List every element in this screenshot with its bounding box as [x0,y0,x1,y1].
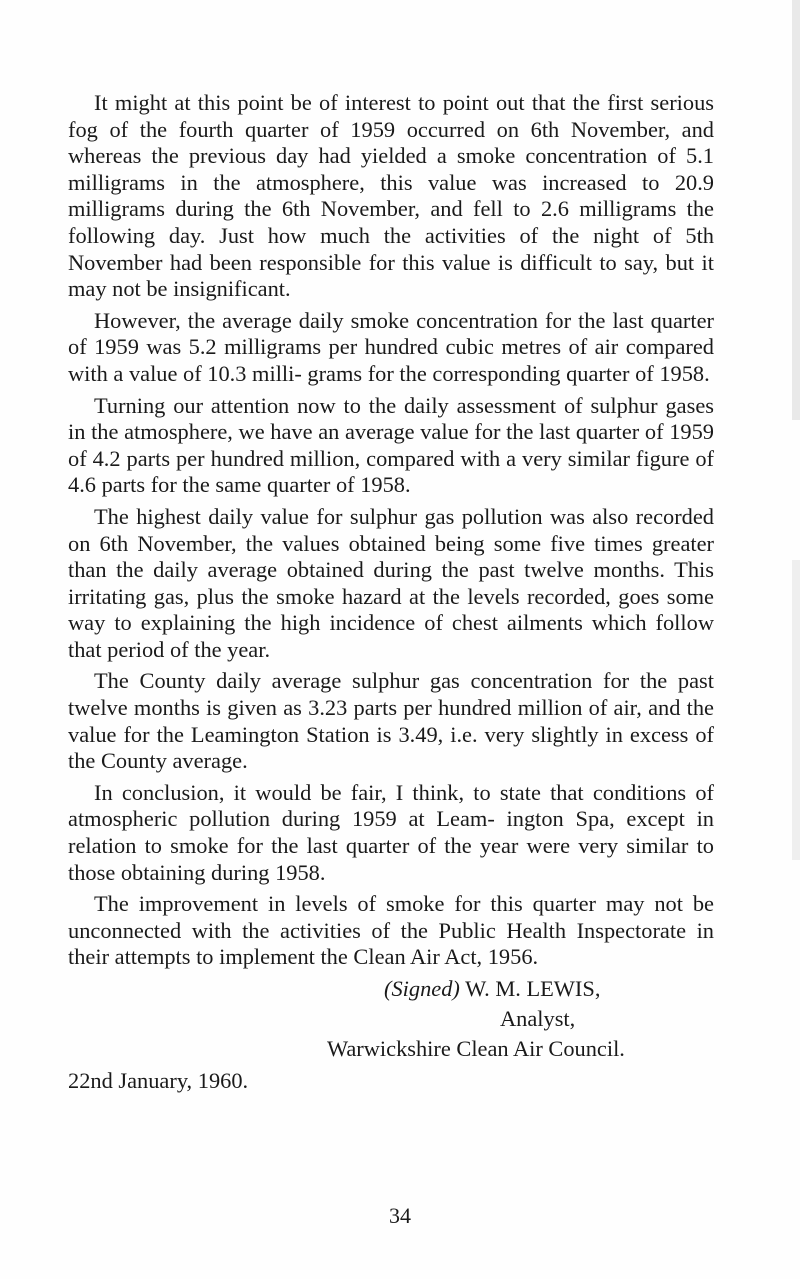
signature-block [68,976,714,1116]
paragraph-county-average: The County daily average sulphur gas concentration for the past twelve months is given as 3.23 parts per hundred million of air, and the value for the Leamington Station is 3.49, i.e. very slightly in excess of the County average. [68,668,714,774]
signatory-organisation: Warwickshire Clean Air Council. [327,1036,625,1061]
signatory-name: W. M. LEWIS, [465,976,601,1001]
scan-edge-shadow [792,0,800,420]
signatory-line [384,976,600,1003]
scan-edge-shadow-lower [792,560,800,860]
paragraph-improvement: The improvement in levels of smoke for this quarter may not be unconnected with the activities of the Public Health Inspectorate in their attempts to implement the Clean Air Act, 1956. [68,891,714,970]
signed-label: (Signed) [384,976,460,1001]
page-number: 34 [389,1203,411,1228]
report-text-block [68,90,714,1116]
report-date: 22nd January, 1960. [68,1068,249,1093]
paragraph-smoke-average: However, the average daily smoke concentration for the last quarter of 1959 was 5.2 milligrams per hundred cubic metres of air compared with a value of 10.3 milli- grams for the corresponding quarter of 1958. [68,307,714,386]
paragraph-conclusion: In conclusion, it would be fair, I think, to state that conditions of atmospheric pollution during 1959 at Leam- ington Spa, except in relation to smoke for the last quarter of the year were very similar to those obtaining during 1958. [68,779,714,885]
signatory-title: Analyst, [500,1006,576,1031]
paragraph-sulphur-average: Turning our attention now to the daily assessment of sulphur gases in the atmosphere, we have an average value for the last quarter of 1959 of 4.2 parts per hundred million, compared with a very similar figure of 4.6 parts for the same quarter of 1958. [68,392,714,498]
paragraph-sulphur-peak: The highest daily value for sulphur gas pollution was also recorded on 6th November, the values obtained being some five times greater than the daily average obtained during the past twelve months. This irritating gas, plus the smoke hazard at the levels recorded, goes some way to explaining the high incidence of chest ailments which follow that period of the year. [68,503,714,662]
paragraph-fog-november: It might at this point be of interest to point out that the first serious fog of the fourth quarter of 1959 occurred on 6th November, and whereas the previous day had yielded a smoke concentration of 5.1 milligrams in the atmosphere, this value was increased to 20.9 milligrams during the 6th November, and fell to 2.6 milligrams the following day. Just how much the activities of the night of 5th November had been responsible for this value is difficult to say, but it may not be insignificant. [68,90,714,302]
